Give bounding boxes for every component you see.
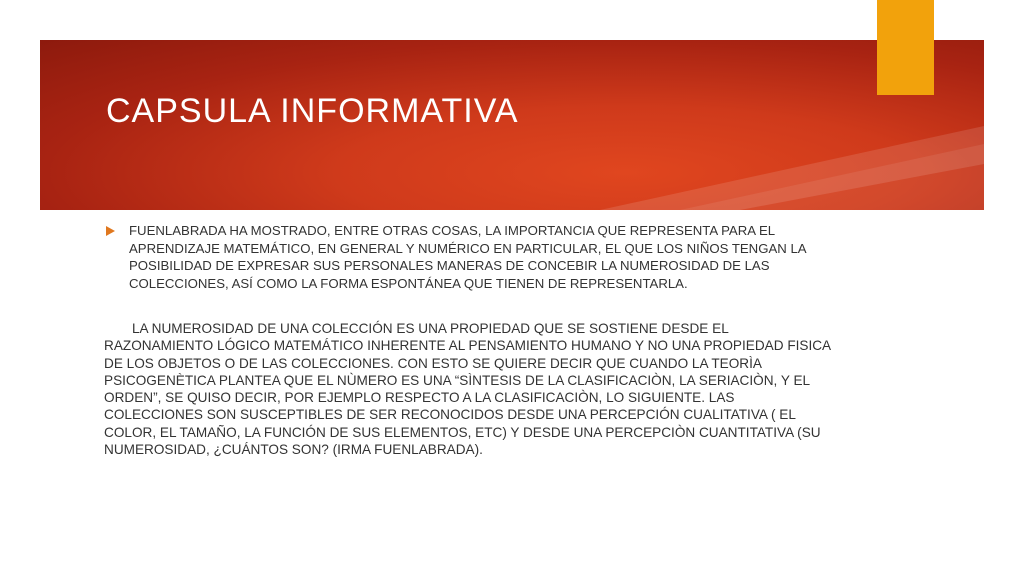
triangle-bullet-icon xyxy=(106,226,115,236)
bullet-text: FUENLABRADA HA MOSTRADO, ENTRE OTRAS COSAS, LA IMPORTANCIA QUE REPRESENTA PARA EL APRENDIZAJE MATEMÁTICO, EN GENERAL Y NUMÉRICO EN PARTICULAR, EL QUE LOS NIÑOS TENGAN LA POSIBILIDAD DE EXPRESAR SUS PERSONALES MANERAS DE CONCEBIR LA NUMEROSIDAD DE LAS COLECCIONES, ASÍ COMO LA FORMA ESPONTÁNEA QUE TIENEN DE REPRESENTARLA. xyxy=(129,223,806,291)
body-paragraph: LA NUMEROSIDAD DE UNA COLECCIÓN ES UNA PROPIEDAD QUE SE SOSTIENE DESDE EL RAZONAMIENTO LÓGICO MATEMÁTICO INHERENTE AL PENSAMIENTO HUMANO Y NO UNA PROPIEDAD FISICA DE LOS OBJETOS O DE LAS COLECCIONES. CON ESTO SE QUIERE DECIR QUE CUANDO LA TEORÌA PSICOGENÈTICA PLANTEA QUE EL NÙMERO ES UNA “SÌNTESIS DE LA CLASIFICACIÒN, LA SERIACIÒN, Y EL ORDEN”, SE QUISO DECIR, POR EJEMPLO RESPECTO A LA CLASIFICACIÒN, LO SIGUIENTE. LAS COLECCIONES SON SUSCEPTIBLES DE SER RECONOCIDOS DESDE UNA PERCEPCIÓN CUALITATIVA ( EL COLOR, EL TAMAÑO, LA FUNCIÓN DE SUS ELEMENTOS, ETC) Y DESDE UNA PERCEPCIÒN CUANTITATIVA (SU NUMEROSIDAD, ¿CUÁNTOS SON? (IRMA FUENLABRADA). xyxy=(104,321,831,458)
accent-tab xyxy=(877,0,934,95)
bullet-item xyxy=(106,222,826,292)
slide-title: CAPSULA INFORMATIVA xyxy=(106,92,519,130)
title-band xyxy=(40,40,984,210)
